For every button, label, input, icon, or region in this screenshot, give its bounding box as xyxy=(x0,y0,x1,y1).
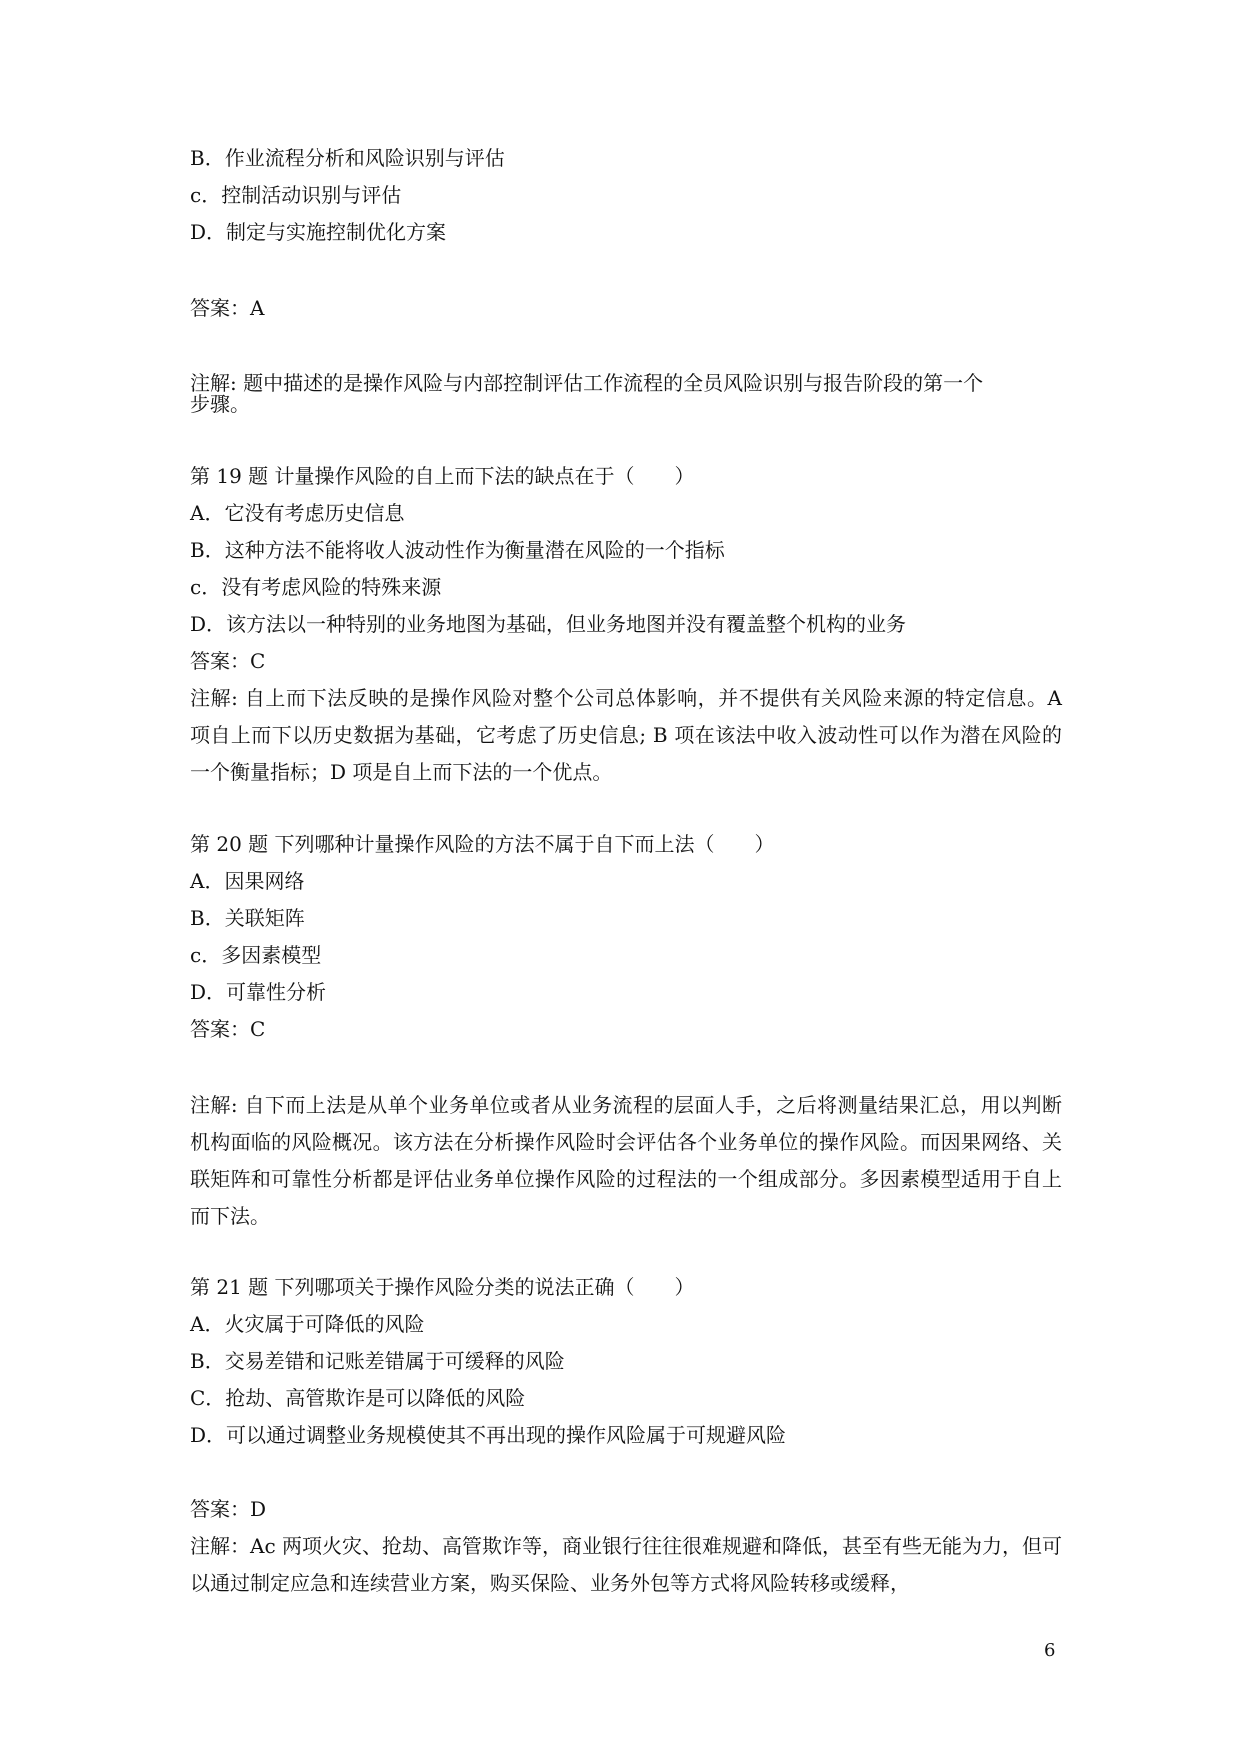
option-d: D．可以通过调整业务规模使其不再出现的操作风险属于可规避风险 xyxy=(190,1423,787,1447)
option-c: c．没有考虑风险的特殊来源 xyxy=(190,575,442,599)
option-b: B．交易差错和记账差错属于可缓释的风险 xyxy=(190,1349,565,1373)
option-c: c．多因素模型 xyxy=(190,943,322,967)
question-stem: 第 19 题 计量操作风险的自上而下法的缺点在于（ ） xyxy=(190,464,695,488)
option-a: A．因果网络 xyxy=(190,869,305,893)
answer-line: 答案：C xyxy=(190,1017,266,1041)
option-b: B．这种方法不能将收人波动性作为衡量潜在风险的一个指标 xyxy=(190,538,725,562)
answer-line: 答案：C xyxy=(190,649,266,673)
option-d: D．制定与实施控制优化方案 xyxy=(190,220,447,244)
note-paragraph: 注解: 自下而上法是从单个业务单位或者从业务流程的层面人手，之后将测量结果汇总，用以判断机构面临的风险概况。该方法在分析操作风险时会评估各个业务单位的操作风险。而因果网络、关联矩阵和可靠性分析都是评估业务单位操作风险的过程法的一个组成部分。多因素模型适用于自上而下法。 xyxy=(190,1093,1062,1228)
note-line: 注解: 题中描述的是操作风险与内部控制评估工作流程的全员风险识别与报告阶段的第一个 xyxy=(190,371,984,395)
note-paragraph: 注解：Ac 两项火灾、抢劫、高管欺诈等，商业银行往往很难规避和降低，甚至有些无能为力，但可以通过制定应急和连续营业方案，购买保险、业务外包等方式将风险转移或缓释， xyxy=(190,1534,1063,1595)
question-stem: 第 21 题 下列哪项关于操作风险分类的说法正确（ ） xyxy=(190,1275,695,1299)
option-a: A．它没有考虑历史信息 xyxy=(190,501,405,525)
note-line: 步骤。 xyxy=(190,392,250,416)
option-a: A．火灾属于可降低的风险 xyxy=(190,1312,425,1336)
answer-line: 答案：D xyxy=(190,1497,267,1521)
option-b: B．关联矩阵 xyxy=(190,906,305,930)
note-paragraph: 注解: 自上而下法反映的是操作风险对整个公司总体影响，并不提供有关风险来源的特定信息。A 项自上而下以历史数据为基础，它考虑了历史信息; B 项在该法中收入波动性可以作为潜在风险的一个衡量指标；D 项是自上而下法的一个优点。 xyxy=(190,686,1062,784)
page-number: 6 xyxy=(1044,1640,1056,1661)
option-d: D．可靠性分析 xyxy=(190,980,327,1004)
option-c: c．控制活动识别与评估 xyxy=(190,183,402,207)
option-b: B．作业流程分析和风险识别与评估 xyxy=(190,146,505,170)
option-c: C．抢劫、高管欺诈是可以降低的风险 xyxy=(190,1386,526,1410)
question-stem: 第 20 题 下列哪种计量操作风险的方法不属于自下而上法（ ） xyxy=(190,832,775,856)
answer-line: 答案：A xyxy=(190,296,265,320)
option-d: D．该方法以一种特别的业务地图为基础，但业务地图并没有覆盖整个机构的业务 xyxy=(190,612,907,636)
